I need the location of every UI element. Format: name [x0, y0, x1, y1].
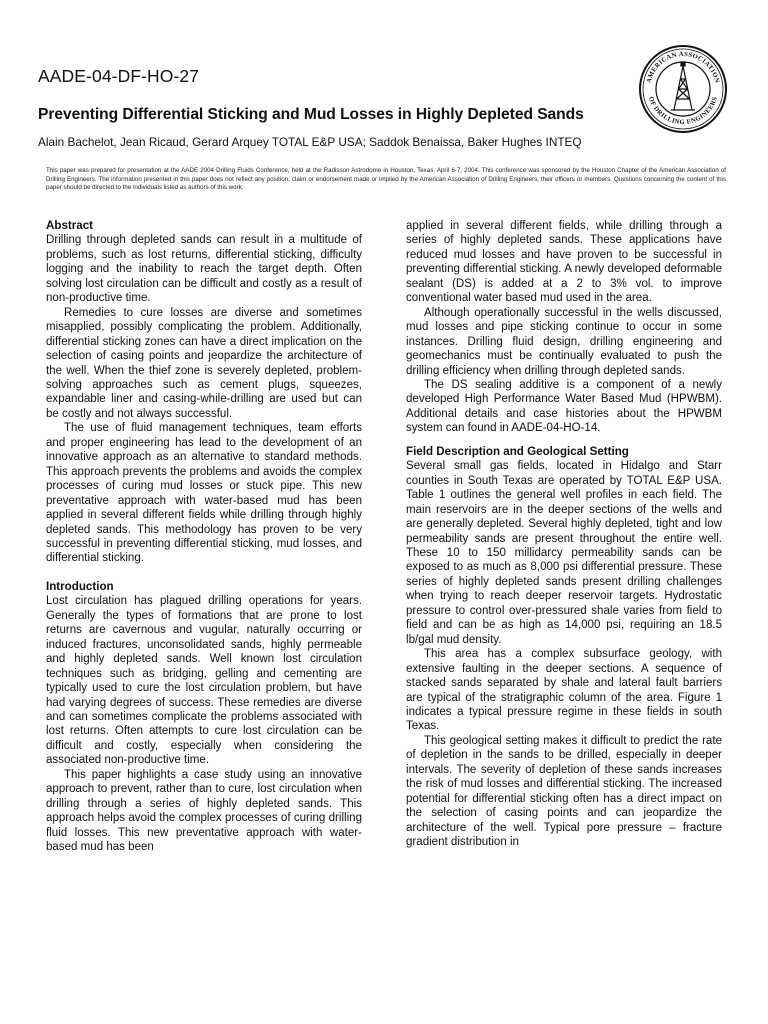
- left-column: [46, 219, 362, 854]
- field-paragraph-1: Several small gas fields, located in Hidalgo and Starr counties in South Texas are operated by TOTAL E&P USA. Table 1 outlines the general well profiles in each field. The main reservoirs are in the deeper sections of the wells and are generally depleted. Several highly depleted, tight and low permeability sands are present throughout the entire well. These 10 to 150 millidarcy permeability sands can be exposed to as much as 8,000 psi differential pressure. These series of highly depleted sands present drilling challenges when trying to reach deeper reservoir targets. Hydrostatic pressure to control over-pressured shale varies from field to field and can be as high as 14,000 psi, requiring an 18.5 lb/gal mud density.: [406, 460, 722, 646]
- aade-logo: [638, 44, 728, 134]
- continued-paragraph-1: applied in several different fields, while drilling through a series of highly depleted sands. These applications have reduced mud losses and have proven to be successful in preventing differential sticking. A newly developed deformable sealant (DS) is added at a 2 to 3% vol. to improve conventional water based mud used in the area.: [406, 220, 722, 305]
- paper-title: Preventing Differential Sticking and Mud Losses in Highly Depleted Sands: [38, 106, 584, 123]
- continued-paragraph-2: Although operationally successful in the wells discussed, mud losses and pipe sticking continue to occur in some instances. Drilling fluid design, drilling engineering and geomechanics must be continually evaluated to push the drilling efficiency when drilling through depleted sands.: [406, 306, 722, 377]
- continued-paragraph-3: The DS sealing additive is a component of a newly developed High Performance Water Based Mud (HPWBM). Additional details and case histories about the HPWBM system can found in AADE-04-HO-14.: [406, 378, 722, 435]
- conference-disclaimer: This paper was prepared for presentation at the AADE 2004 Drilling Fluids Conference, held at the Radisson Astrodome in Houston, Texas, April 6-7, 2004. This conference was sponsored by the Houston Chapter of the American Association of Drilling Engineers. The information presented in this paper does not reflect any position, claim or endorsement made or implied by the American Association of Drilling Engineers, their officers or members. Questions concerning the content of this paper should be directed to the individuals listed as authors of this work.: [46, 167, 726, 192]
- right-column: [406, 219, 722, 849]
- paper-id: AADE-04-DF-HO-27: [38, 66, 200, 86]
- abstract-paragraph-3: The use of fluid management techniques, team efforts and proper engineering has lead to the development of an innovative approach as an alternative to standard methods. This approach prevents the problems and avoids the complex processes of curing mud losses or stuck pipe. This new preventative approach with water-based mud has been applied in several different fields while drilling through highly depleted sands. This methodology has proven to be very successful in preventing differential sticking, mud losses, and differential sticking.: [46, 422, 362, 565]
- logo-top-text: AMERICAN ASSOCIATION: [645, 50, 721, 84]
- abstract-heading: Abstract: [46, 219, 94, 232]
- field-paragraph-3: This geological setting makes it difficult to predict the rate of depletion in the sands to be drilled, especially in deeper intervals. The severity of depletion of these sands increases the risk of mud losses and differential sticking. The increased potential for differential sticking often has a direct impact on the selection of casing points and can jeopardize the architecture of the well. Typical pore pressure – fracture gradient distribution in: [406, 734, 722, 849]
- abstract-paragraph-2: Remedies to cure losses are diverse and sometimes misapplied, possibly complicating the problem. Additionally, differential sticking zones can have a direct implication on the selection of casing points and jeopardize the architecture of the well. When the thief zone is severely depleted, problem-solving approaches such as cement plugs, squeezes, expandable liner and casing-while-drilling are used but can be costly and not always successful.: [46, 306, 362, 420]
- introduction-paragraph-2: This paper highlights a case study using an innovative approach to prevent, rather than to cure, lost circulation when drilling through a series of highly depleted sands. This approach helps avoid the complex processes of curing drilling fluid losses. This new preventative approach with water-based mud has been: [46, 768, 362, 854]
- field-paragraph-2: This area has a complex subsurface geology, with extensive faulting in the deeper sections. A sequence of stacked sands separated by shale and lateral fault barriers are typical of the stratigraphic column of the area. Figure 1 indicates a typical pressure regime in these fields in south Texas.: [406, 648, 722, 733]
- logo-bottom-text: OF DRILLING ENGINEERS: [646, 95, 719, 127]
- authors-line: Alain Bachelot, Jean Ricaud, Gerard Arquey TOTAL E&P USA; Saddok Benaissa, Baker Hughes INTEQ: [38, 135, 582, 149]
- introduction-heading: Introduction: [46, 579, 114, 593]
- abstract-paragraph-1: Drilling through depleted sands can result in a multitude of problems, such as lost returns, differential sticking, difficulty logging and the inability to reach the target depth. Often solving lost circulation can be difficult and costly as a result of non-productive time.: [46, 234, 362, 305]
- introduction-paragraph-1: Lost circulation has plagued drilling operations for years. Generally the types of formations that are prone to lost returns are cavernous and vugular, naturally occurring or induced fractures, unconsolidated sands, highly permeable and highly depleted sands. Well known lost circulation techniques such as bridging, gelling and cementing are typically used to cure the lost circulation problem, but have had varying degrees of success. These remedies are diverse and can sometimes complicate the problems associated with lost returns. Often attempts to cure lost circulation can be difficult and costly, especially when considering the associated non-productive time.: [46, 595, 362, 767]
- field-description-heading: Field Description and Geological Setting: [406, 444, 629, 458]
- section-spacer: [406, 436, 722, 445]
- section-spacer: [46, 566, 362, 580]
